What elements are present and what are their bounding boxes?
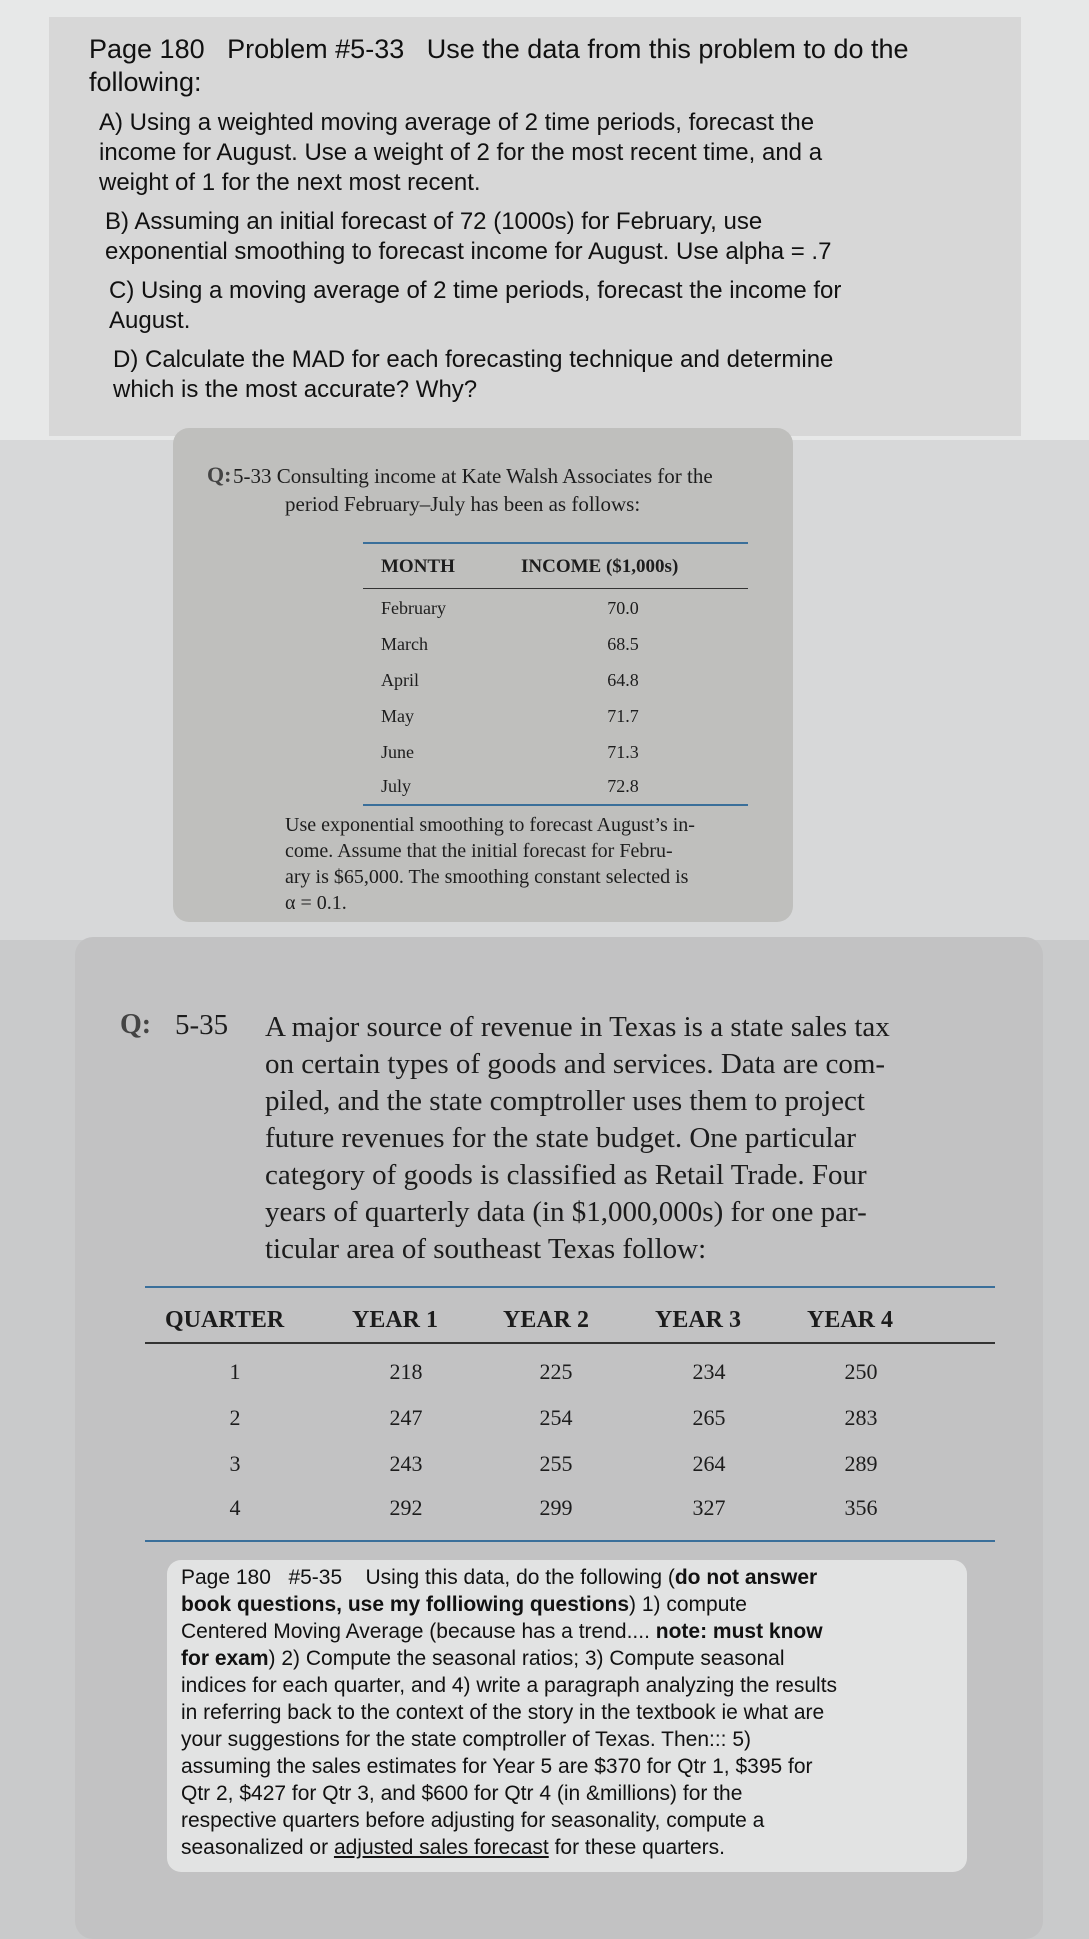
year1-cell: 247 — [389, 1405, 423, 1430]
table-top-rule — [363, 542, 748, 544]
qm-icon: Q: — [120, 1009, 152, 1040]
instructions-panel-bottom — [167, 1560, 967, 1872]
col-year4-header: YEAR 4 — [807, 1307, 894, 1333]
income-cell: 71.3 — [607, 742, 639, 762]
instr-line: assuming the sales estimates for Year 5 are $370 for Qtr 1, $395 for — [181, 1755, 813, 1778]
instr-text: seasonalized or — [181, 1836, 334, 1859]
instr-line — [181, 1591, 957, 1618]
income-cell: 71.7 — [607, 706, 639, 726]
col-income-header: INCOME ($1,000s) — [521, 556, 679, 577]
problem-number: 5-33 — [233, 464, 272, 488]
year4-cell: 250 — [844, 1359, 878, 1384]
quarter-cell: 4 — [229, 1495, 241, 1520]
qm-icon: Q: — [207, 462, 232, 487]
year2-cell: 254 — [539, 1405, 573, 1430]
instr-line: respective quarters before adjusting for seasonality, compute a — [181, 1809, 765, 1832]
instr-line — [181, 1618, 957, 1645]
problem-line: years of quarterly data (in $1,000,000s) for one par- — [265, 1196, 867, 1228]
instr-line: indices for each quarter, and 4) write a paragraph analyzing the results — [181, 1674, 838, 1697]
item-b-line2: exponential smoothing to forecast income for August. Use alpha = .7 — [105, 238, 832, 265]
problem-line: A major source of revenue in Texas is a state sales tax — [265, 1011, 890, 1043]
item-b-line1: B) Assuming an initial forecast of 72 (1000s) for February, use — [105, 208, 763, 235]
instruction-item-c — [109, 276, 991, 336]
instr-bold: for exam — [181, 1647, 269, 1670]
instr-line — [181, 1834, 957, 1861]
table-row — [173, 598, 793, 634]
year3-cell: 265 — [692, 1405, 726, 1430]
quarter-cell: 3 — [229, 1451, 241, 1476]
year4-cell: 356 — [844, 1495, 878, 1520]
instr-line: in referring back to the context of the story in the textbook ie what are — [181, 1701, 825, 1724]
instr-text: for these quarters. — [548, 1836, 725, 1859]
income-cell: 68.5 — [607, 634, 639, 654]
year4-cell: 289 — [844, 1451, 878, 1476]
year2-cell: 299 — [539, 1495, 573, 1520]
income-cell: 64.8 — [607, 670, 639, 690]
problem-5-33-text — [233, 462, 778, 518]
problem-label: Problem #5-33 — [227, 34, 405, 64]
item-d-line2: which is the most accurate? Why? — [113, 376, 478, 403]
year1-cell: 243 — [389, 1451, 423, 1476]
instr-line — [181, 1645, 957, 1672]
table-row — [173, 670, 793, 706]
followup-line4: α = 0.1. — [285, 892, 347, 914]
month-cell: July — [381, 776, 412, 796]
table-row — [173, 634, 793, 670]
instructions-heading — [89, 33, 991, 99]
header-rule — [363, 588, 748, 589]
instr-text: ) 2) Compute the seasonal ratios; 3) Compute seasonal — [268, 1647, 785, 1670]
instr-text: Using this data, do the following ( — [365, 1566, 675, 1589]
year3-cell: 327 — [692, 1495, 726, 1520]
problem-5-33-followup — [285, 812, 775, 916]
header-rule — [145, 1342, 995, 1344]
month-cell: June — [381, 742, 414, 762]
month-cell: May — [381, 706, 414, 726]
income-cell: 70.0 — [607, 598, 639, 618]
instruction-item-a — [99, 108, 991, 198]
table-row — [173, 742, 793, 778]
quarter-cell: 2 — [229, 1405, 241, 1430]
item-a-line3: weight of 1 for the next most recent. — [99, 169, 481, 196]
table-bottom-rule — [145, 1540, 995, 1542]
item-a-line2: income for August. Use a weight of 2 for the most recent time, and a — [99, 139, 823, 166]
month-cell: April — [381, 670, 419, 690]
month-cell: March — [381, 634, 428, 654]
followup-line3: ary is $65,000. The smoothing constant selected is — [285, 866, 689, 888]
table-bottom-rule — [363, 804, 748, 806]
col-quarter-header: QUARTER — [165, 1307, 285, 1333]
income-cell: 72.8 — [607, 776, 639, 796]
instr-text: Centered Moving Average (because has a trend.... — [181, 1620, 656, 1643]
instr-bold: do not answer — [674, 1566, 818, 1589]
table-row — [173, 706, 793, 742]
intro-text-cont: following: — [89, 67, 202, 97]
problem-label: #5-35 — [288, 1566, 343, 1589]
year1-cell: 292 — [389, 1495, 423, 1520]
year1-cell: 218 — [389, 1359, 423, 1384]
problem-line: future revenues for the state budget. One particular — [265, 1122, 857, 1154]
col-year2-header: YEAR 2 — [503, 1307, 590, 1333]
quarter-cell: 1 — [229, 1359, 241, 1384]
year2-cell: 225 — [539, 1359, 573, 1384]
intro-text: Use the data from this problem to do the — [426, 34, 909, 64]
year3-cell: 234 — [692, 1359, 726, 1384]
instr-text: ) 1) compute — [629, 1593, 747, 1616]
problem-text-line2: period February–July has been as follows: — [285, 492, 641, 516]
item-c-line1: C) Using a moving average of 2 time periods, forecast the income for — [109, 277, 842, 304]
item-a-line1: A) Using a weighted moving average of 2 time periods, forecast the — [99, 109, 815, 136]
textbook-problem-5-33 — [173, 428, 793, 922]
instruction-item-b — [105, 207, 991, 267]
year2-cell: 255 — [539, 1451, 573, 1476]
table-row — [173, 776, 793, 812]
followup-line1: Use exponential smoothing to forecast August’s in- — [285, 814, 695, 836]
problem-line: piled, and the state comptroller uses them to project — [265, 1085, 865, 1117]
problem-line: category of goods is classified as Retail Trade. Four — [265, 1159, 867, 1191]
month-cell: February — [381, 598, 446, 618]
instruction-item-d — [113, 345, 991, 405]
item-d-line1: D) Calculate the MAD for each forecasting technique and determine — [113, 346, 834, 373]
problem-line: on certain types of goods and services. Data are com- — [265, 1048, 886, 1080]
table-top-rule — [145, 1286, 995, 1288]
col-year3-header: YEAR 3 — [655, 1307, 742, 1333]
problem-number: 5-35 — [175, 1009, 229, 1041]
problem-5-35-text — [265, 1009, 1015, 1268]
year3-cell: 264 — [692, 1451, 726, 1476]
instr-bold: book questions, use my folliowing questions — [181, 1593, 630, 1616]
instr-line — [181, 1564, 957, 1591]
year4-cell: 283 — [844, 1405, 878, 1430]
instr-line: your suggestions for the state comptroller of Texas. Then::: 5) — [181, 1728, 752, 1751]
page-label: Page 180 — [181, 1566, 271, 1589]
instr-bold: note: must know — [655, 1620, 823, 1643]
instr-line: Qtr 2, $427 for Qtr 3, and $600 for Qtr 4 (in &millions) for the — [181, 1782, 743, 1805]
page-label: Page 180 — [89, 34, 205, 64]
problem-line: ticular area of southeast Texas follow: — [265, 1233, 707, 1265]
col-month-header: MONTH — [381, 556, 455, 577]
problem-text-line1: Consulting income at Kate Walsh Associates for the — [276, 464, 713, 488]
followup-line2: come. Assume that the initial forecast for Febru- — [285, 840, 673, 862]
instr-underlined: adjusted sales forecast — [333, 1836, 549, 1859]
col-year1-header: YEAR 1 — [352, 1307, 439, 1333]
instructions-panel-top — [49, 17, 1021, 436]
item-c-line2: August. — [109, 307, 191, 334]
